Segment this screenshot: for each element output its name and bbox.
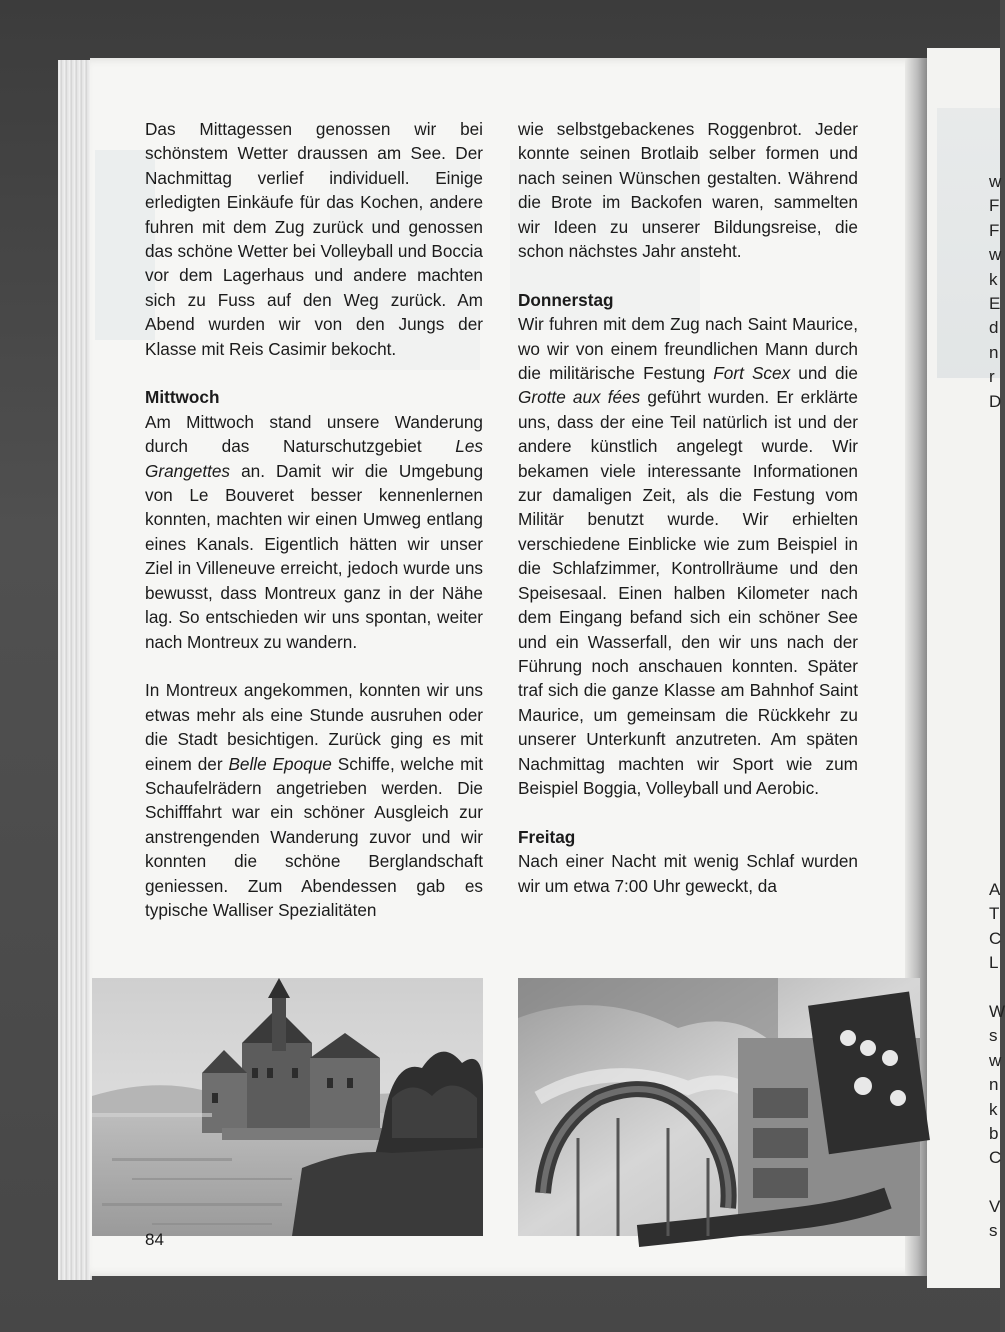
next-page-fragment: w: [989, 172, 1002, 191]
next-page-fragment: V: [989, 1197, 1001, 1217]
next-page-fragment: A: [989, 880, 1001, 899]
next-page-fragment: w: [989, 245, 1002, 265]
next-page-fragment: s: [989, 1221, 998, 1241]
left-text-column: [145, 117, 483, 922]
castle-photo: [92, 978, 483, 1236]
next-page-fragment: w: [989, 1050, 1002, 1070]
castle-illustration: [92, 978, 483, 1236]
next-page-fragment: C: [989, 1148, 1002, 1168]
water-slide-illustration: [518, 978, 920, 1236]
next-page-fragment: T: [989, 904, 1000, 924]
next-page-fragment: k: [989, 1099, 998, 1119]
next-page-fragment: s: [989, 1026, 998, 1046]
next-page-fragment: E: [989, 293, 1001, 313]
paragraph-montreux: In Montreux angekommen, konnten wir uns etwas mehr als eine Stunde ausruhen oder die Stadt besichtigen. Zurück ging es mit einem der Belle Epoque Schiffe, welche mit Schaufelrädern angetrieben werden. Die Schifffahrt war ein schöner Ausgleich zur anstrengenden Wanderung zuvor und wir konnten die schöne Berglandschaft geniessen. Zum Abendessen gab es typische Walliser Spezialitäten: [145, 680, 483, 920]
next-page-fragment: W: [989, 1001, 1005, 1021]
next-page-text-fragments: [989, 170, 1001, 414]
next-page-fragment: F: [989, 196, 1000, 216]
next-page-fragment: b: [989, 1123, 999, 1143]
next-page-fragment: D: [989, 391, 1002, 411]
next-page-fragment: [989, 976, 1005, 1000]
next-page-fragment: d: [989, 318, 999, 338]
next-page-fragment: n: [989, 342, 999, 362]
next-page-fragment: k: [989, 269, 998, 289]
paragraph-freitag: Nach einer Nacht mit wenig Schlaf wurden wir um etwa 7:00 Uhr geweckt, da: [518, 851, 858, 896]
page-stack-edge: [58, 60, 92, 1280]
next-page-fragment: n: [989, 1075, 999, 1095]
water-slide-photo: [518, 978, 920, 1236]
heading-donnerstag: Donnerstag: [518, 289, 614, 310]
paragraph-bread: wie selbstgebackenes Roggenbrot. Jeder konnte seinen Brotlaib selber formen und nach seinen Wünschen gestalten. Während die Brote im Backofen waren, sammelten wir Ideen zu unserer Bildungsreise, die schon nächstes Jahr ansteht.: [518, 119, 858, 262]
next-page-fragment: [989, 1171, 1005, 1195]
next-page-fragment: F: [989, 220, 1000, 240]
paragraph-lunch: Das Mittagessen genossen wir bei schönstem Wetter draussen am See. Der Nachmittag verlief individuell. Einige erledigten Einkäufe für das Kochen, andere fuhren mit dem Zug zurück und genossen das schöne Wetter bei Volleyball und Boccia vor dem Lagerhaus und andere machten sich zu Fuss auf den Weg zurück. Am Abend wurden wir von den Jungs der Klasse mit Reis Casimir bekocht.: [145, 119, 483, 359]
next-page-edge: [927, 48, 1005, 1288]
next-page-fragment: C: [989, 928, 1002, 948]
next-page-text-fragments-lower: [989, 878, 1005, 1244]
heading-mittwoch: Mittwoch: [145, 387, 220, 408]
paragraph-mittwoch: Am Mittwoch stand unsere Wanderung durch das Naturschutzgebiet Les Grangettes an. Damit wir die Umgebung von Le Bouveret besser kennenlernen konnten, machten wir einen Umweg entlang eines Kanals. Eigentlich hätten wir unser Ziel in Villeneuve erreicht, jedoch wurde uns bewusst, dass Montreux ganz in der Nähe lag. So entschieden wir uns spontan, weiter nach Montreux zu wandern.: [145, 411, 483, 652]
right-text-column: [518, 117, 858, 898]
paragraph-donnerstag: Wir fuhren mit dem Zug nach Saint Maurice, wo wir von einem freundlichen Mann durch die militärische Festung Fort Scex und die Grotte aux fées geführt wurden. Er erklärte uns, dass der eine Teil natürlich ist und der andere künstlich angelegt wurde. Wir bekamen viele interessante Informationen zur damaligen Zeit, als die Festung vom Militär benutzt wurde. Wir erhielten verschiedene Einblicke wie zum Beispiel in die Schlafzimmer, Kontrollräume und den Speisesaal. Einen halben Kilometer nach dem Eingang befand sich ein schöner See und ein Wasserfall, den wir uns nach der Führung noch anschauen konnten. Später traf sich die ganze Klasse am Bahnhof Saint Maurice, um gemeinsam die Rückkehr zu unserer Unterkunft anzutreten. Am späten Nachmittag machten wir Sport wie zum Beispiel Boggia, Volleyball und Aerobic.: [518, 314, 858, 798]
page-number: 84: [145, 1230, 164, 1249]
next-page-fragment: L: [989, 953, 999, 973]
heading-freitag: Freitag: [518, 826, 576, 847]
next-page-fragment: r: [989, 367, 995, 387]
